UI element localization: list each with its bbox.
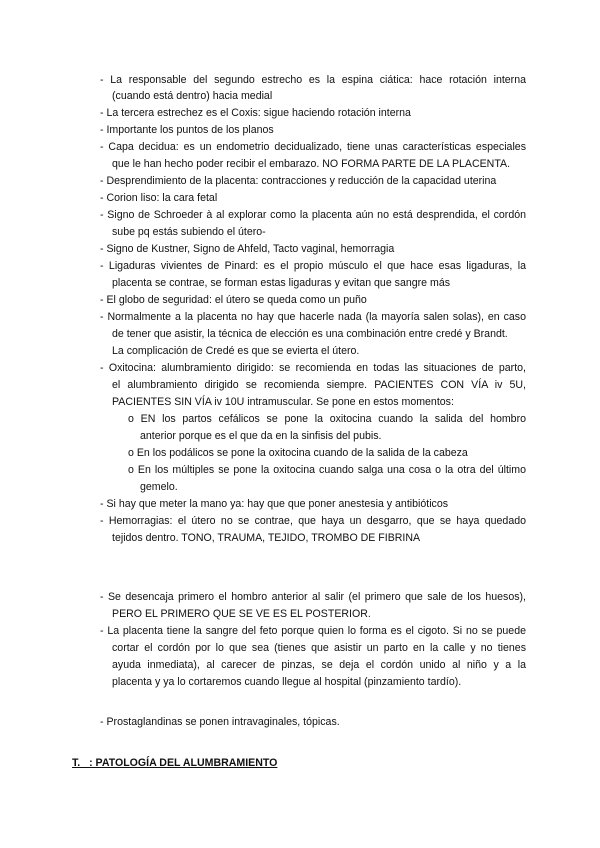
- text-line: anterior porque es el que da en la sinfisis del pubis.: [140, 430, 382, 442]
- text-line: que le han hecho poder recibir el embarazo. NO FORMA PARTE DE LA PLACENTA.: [112, 158, 511, 170]
- text-line: cortar el cordón por lo que sea (tienes que asistir un parto en la calle y no tienes: [112, 642, 526, 654]
- text-line: - La placenta tiene la sangre del feto porque quien lo forma es el cigoto. Si no se puede: [100, 625, 526, 637]
- text-line: placenta se contrae, se forman estas ligaduras y evitan que sangre más: [112, 277, 451, 289]
- text-line: - El globo de seguridad: el útero se queda como un puño: [100, 294, 367, 306]
- text-line: o EN los partos cefálicos se pone la oxitocina cuando la salida del hombro: [128, 413, 526, 425]
- text-line: PERO EL PRIMERO QUE SE VE ES EL POSTERIOR.: [112, 608, 371, 620]
- text-line: gemelo.: [140, 481, 178, 493]
- text-line: - Signo de Kustner, Signo de Ahfeld, Tacto vaginal, hemorragia: [100, 243, 395, 255]
- text-line: placenta y ya lo cortaremos cuando llegue al hospital (pinzamiento tardío).: [112, 676, 462, 688]
- text-line: - La tercera estrechez es el Coxis: sigue haciendo rotación interna: [100, 107, 411, 119]
- text-line: - Si hay que meter la mano ya: hay que que poner anestesia y antibióticos: [100, 498, 449, 510]
- text-line: - Oxitocina: alumbramiento dirigido: se recomienda en todas las situaciones de parto,: [100, 362, 526, 374]
- text-line: o En los múltiples se pone la oxitocina cuando salga una cosa o la otra del último: [128, 464, 526, 476]
- text-line: - Capa decidua: es un endometrio decidualizado, tiene unas características especiales: [100, 141, 526, 153]
- text-line: de tener que asistir, la técnica de elección es una combinación entre credé y Brandt.: [112, 328, 508, 340]
- text-line: - La responsable del segundo estrecho es la espina ciática: hace rotación interna: [100, 74, 526, 86]
- text-line: el alumbramiento dirigido se recomienda siempre. PACIENTES CON VÍA iv 5U,: [112, 379, 526, 391]
- text-line: - Ligaduras vivientes de Pinard: es el propio músculo el que hace esas ligaduras, la: [100, 260, 526, 272]
- text-line: - Desprendimiento de la placenta: contracciones y reducción de la capacidad uterina: [100, 175, 497, 187]
- text-line: - Importante los puntos de los planos: [100, 124, 274, 136]
- text-line: PACIENTES SIN VÍA iv 10U intramuscular. Se pone en estos momentos:: [112, 396, 454, 408]
- text-line: o En los podálicos se pone la oxitocina cuando de la salida de la cabeza: [128, 447, 468, 459]
- text-line: sube pq estás subiendo el útero-: [112, 226, 266, 238]
- text-line: ayuda inmediata), al carecer de pinzas, se deja el cordón unido al niño y a la: [112, 659, 526, 671]
- text-line: - Hemorragias: el útero no se contrae, que haya un desgarro, que se haya quedado: [100, 515, 526, 527]
- text-line: - Normalmente a la placenta no hay que hacerle nada (la mayoría salen solas), en caso: [100, 311, 526, 323]
- text-line: (cuando está dentro) hacia medial: [112, 90, 273, 102]
- text-line: La complicación de Credé es que se evierta el útero.: [112, 345, 360, 357]
- section-title: T._ : PATOLOGÍA DEL ALUMBRAMIENTO: [72, 757, 278, 769]
- text-line: - Prostaglandinas se ponen intravaginales, tópicas.: [100, 716, 340, 728]
- text-line: - Se desencaja primero el hombro anterior al salir (el primero que sale de los huesos),: [100, 591, 526, 603]
- text-line: tejidos dentro. TONO, TRAUMA, TEJIDO, TROMBO DE FIBRINA: [112, 532, 421, 544]
- text-line: - Corion liso: la cara fetal: [100, 192, 218, 204]
- text-line: - Signo de Schroeder à al explorar como la placenta aún no está desprendida, el cordón: [100, 209, 526, 221]
